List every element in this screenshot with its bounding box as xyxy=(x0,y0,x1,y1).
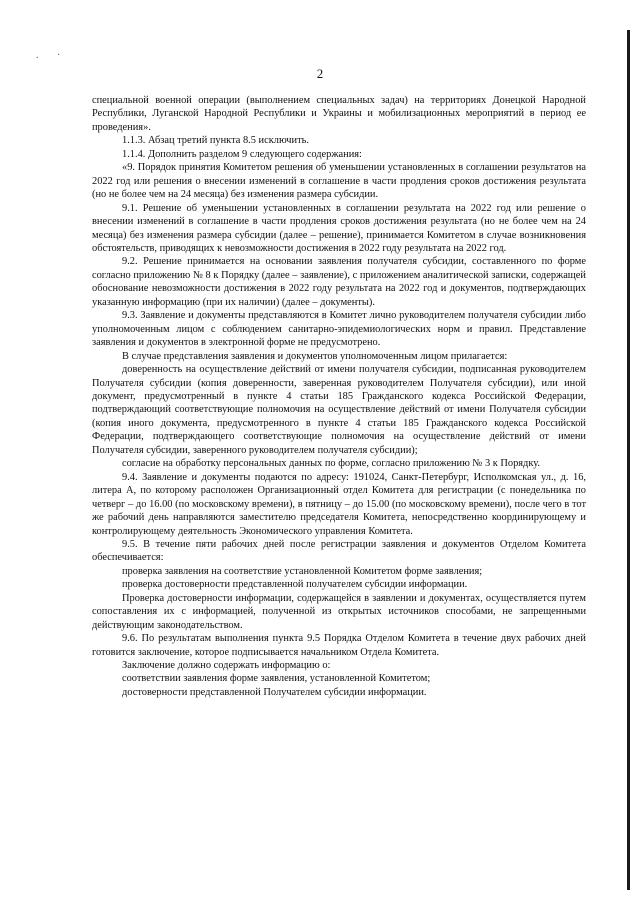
scan-marks: . · xyxy=(36,50,69,61)
page-edge-shadow xyxy=(627,30,630,890)
paragraph: специальной военной операции (выполнением специальных задач) на территориях Донецкой Народной Республики, Луганской Народной Республики и Украины и мобилизационных мероприятий в период ее проведения». xyxy=(92,95,586,133)
paragraph: «9. Порядок принятия Комитетом решения об уменьшении установленных в соглашении результатов на 2022 год или решения о внесении изменений в соглашение в части продления сроков достижения результата (но не более чем на 24 месяца) без изменения размера субсидии. xyxy=(92,162,586,201)
paragraph: проверка достоверности представленной получателем субсидии информации. xyxy=(122,579,468,591)
paragraph: достоверности представленной Получателем субсидии информации. xyxy=(122,686,427,698)
paragraph: согласие на обработку персональных данных по форме, согласно приложению № 3 к Порядку. xyxy=(122,458,540,470)
document-body xyxy=(92,94,586,699)
paragraph: В случае представления заявления и документов уполномоченным лицом прилагается: xyxy=(122,350,508,362)
page-number: 2 xyxy=(316,66,324,81)
paragraph: соответствии заявления форме заявления, установленной Комитетом; xyxy=(122,673,431,685)
paragraph: доверенность на осуществление действий от имени получателя субсидии, подписанная руководителем Получателя субсидии (копия доверенности, заверенная руководителем Получателя субсидии), или иной документ, предусмотренный в пункте 4 статьи 185 Гражданского кодекса Российской Федерации, подтверждающий соответствующие полномочия на осуществление действий от имени Получателя субсидии (копия иного документа, предусмотренного в пункте 4 статьи 185 Гражданского кодекса Российской Федерации, подтверждающего соответствующие полномочия на осуществление действий от имени Получателя субсидии, заверенного руководителем получателя субсидии); xyxy=(92,364,586,456)
paragraph: 9.4. Заявление и документы подаются по адресу: 191024, Санкт-Петербург, Исполкомская ул., д. 16, литера А, по которому расположен Организационный отдел Комитета для регистрации (с понедельника по четверг – до 16.00 (по московскому времени), в пятницу – до 15.00 (по московскому времени), после чего в тот же рабочий день направляются заместителю председателя Комитета, непосредственно координирующему и контролирующему деятельность Экономического управления Комитета. xyxy=(92,471,586,537)
paragraph: 1.1.3. Абзац третий пункта 8.5 исключить. xyxy=(122,135,309,147)
paragraph: Проверка достоверности информации, содержащейся в заявлении и документах, осуществляется путем сопоставления их с информацией, полученной из открытых источников способами, не запрещенными действующим законодательством. xyxy=(92,592,586,631)
paragraph: 9.6. По результатам выполнения пункта 9.5 Порядка Отделом Комитета в течение двух рабочих дней готовится заключение, которое подписывается начальником Отдела Комитета. xyxy=(92,633,586,658)
paragraph: 9.2. Решение принимается на основании заявления получателя субсидии, составленного по форме согласно приложению № 8 к Порядку (далее – заявление), с приложением аналитической записки, содержащей обоснование невозможности достижения в 2022 году результата на 2022 год и документов, подтверждающих указанную информацию (при их наличии) (далее – документы). xyxy=(92,256,586,308)
paragraph: проверка заявления на соответствие установленной Комитетом форме заявления; xyxy=(122,565,483,577)
paragraph: 9.3. Заявление и документы представляются в Комитет лично руководителем получателя субсидии либо уполномоченным лицом с соблюдением санитарно-эпидемиологических норм и правил. Представление заявления и документов в электронной форме не предусмотрено. xyxy=(92,310,586,349)
paragraph: Заключение должно содержать информацию о: xyxy=(122,660,331,672)
paragraph: 9.5. В течение пяти рабочих дней после регистрации заявления и документов Отделом Комитета обеспечивается: xyxy=(92,538,586,564)
paragraph: 9.1. Решение об уменьшении установленных в соглашении результата на 2022 год или решение о внесении изменений в соглашение в части продления сроков достижения результата (но не более чем на 24 месяца) без изменения размера субсидии (далее – решение), принимается Комитетом в случае возникновения обстоятельств, приводящих к невозможности достижения в 2022 году результата на 2022 год. xyxy=(92,202,586,254)
paragraph: 1.1.4. Дополнить разделом 9 следующего содержания: xyxy=(122,148,362,160)
